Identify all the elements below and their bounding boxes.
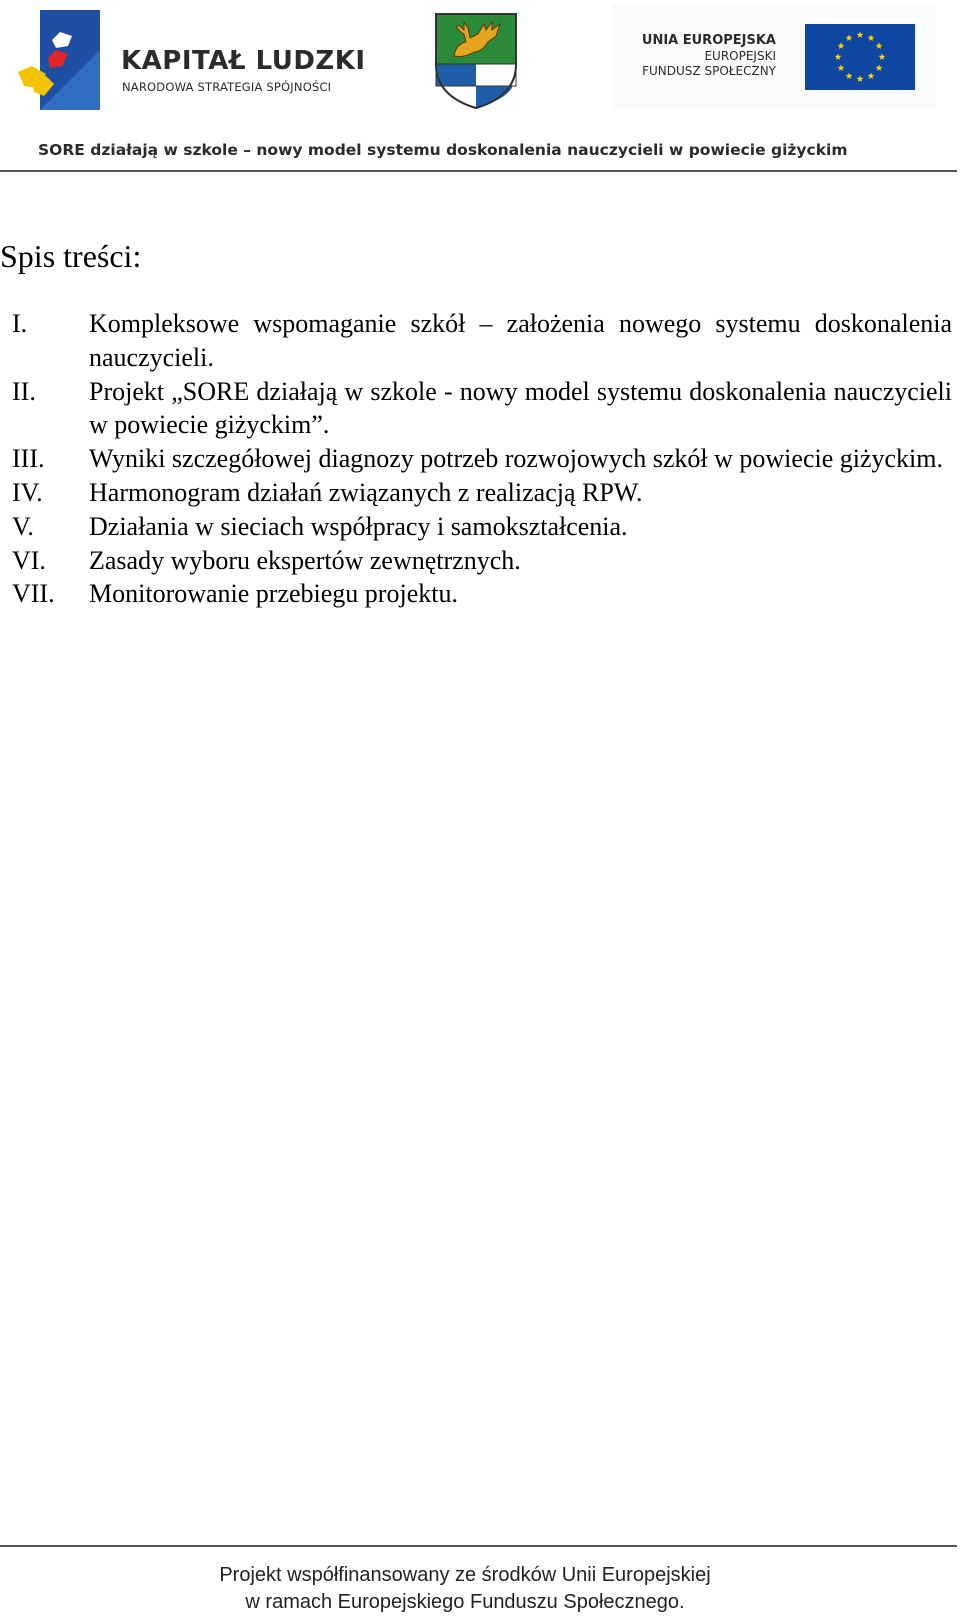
toc-item-text: Projekt „SORE działają w szkole - nowy model systemu doskonalenia nauczycieli w powiecie giżyckim”.	[89, 376, 952, 440]
kapital-ludzki-subtitle: NARODOWA STRATEGIA SPÓJNOŚCI	[122, 80, 332, 94]
eu-flag-icon	[805, 24, 915, 90]
toc-item-number: VI.	[12, 545, 46, 575]
kapital-ludzki-title: KAPITAŁ LUDZKI	[121, 46, 366, 76]
toc-item-text: Wyniki szczegółowej diagnozy potrzeb rozwojowych szkół w powiecie giżyckim.	[89, 444, 944, 474]
page-header	[0, 0, 960, 175]
project-header-line: SORE działają w szkole – nowy model systemu doskonalenia nauczycieli w powiecie giżyckim	[38, 141, 848, 159]
eu-logo	[612, 4, 936, 110]
toc-item-text: Zasady wyboru ekspertów zewnętrznych.	[89, 545, 521, 575]
toc-item-number: IV.	[12, 477, 43, 507]
toc-item-number: II.	[12, 376, 36, 406]
toc-item-text: Harmonogram działań związanych z realizacją RPW.	[89, 477, 643, 507]
footer-divider	[0, 1545, 957, 1547]
toc-item-text: Działania w sieciach współpracy i samokształcenia.	[89, 511, 628, 541]
header-divider	[0, 170, 957, 172]
toc-item-number: III.	[12, 444, 45, 474]
toc-item-text: Kompleksowe wspomaganie szkół – założenia nowego systemu doskonalenia nauczycieli.	[89, 309, 952, 372]
toc-title: Spis treści:	[0, 238, 142, 274]
toc-item	[12, 307, 952, 375]
toc-item	[12, 442, 952, 476]
eu-logo-text	[626, 32, 776, 79]
eu-logo-line1: UNIA EUROPEJSKA	[641, 33, 776, 48]
toc-item	[12, 375, 952, 443]
footer-line2: w ramach Europejskiego Funduszu Społecznego.	[245, 1591, 685, 1613]
toc-item	[12, 476, 952, 510]
toc-item-number: VII.	[12, 579, 55, 609]
powiat-crest-icon	[434, 12, 518, 110]
toc-item	[12, 544, 952, 578]
eu-logo-line2: EUROPEJSKI	[704, 49, 776, 63]
toc-item	[12, 577, 952, 611]
toc-list	[12, 307, 952, 611]
eu-logo-line3: FUNDUSZ SPOŁECZNY	[642, 64, 776, 78]
kapital-ludzki-emblem-icon	[18, 10, 104, 110]
toc-item-text: Monitorowanie przebiegu projektu.	[89, 579, 458, 609]
page-footer	[0, 1562, 930, 1616]
toc-item-number: I.	[12, 309, 28, 338]
toc-item	[12, 510, 952, 544]
kapital-ludzki-logo	[18, 8, 378, 112]
toc-item-number: V.	[12, 511, 34, 541]
footer-line1: Projekt współfinansowany ze środków Unii Europejskiej	[219, 1564, 711, 1586]
